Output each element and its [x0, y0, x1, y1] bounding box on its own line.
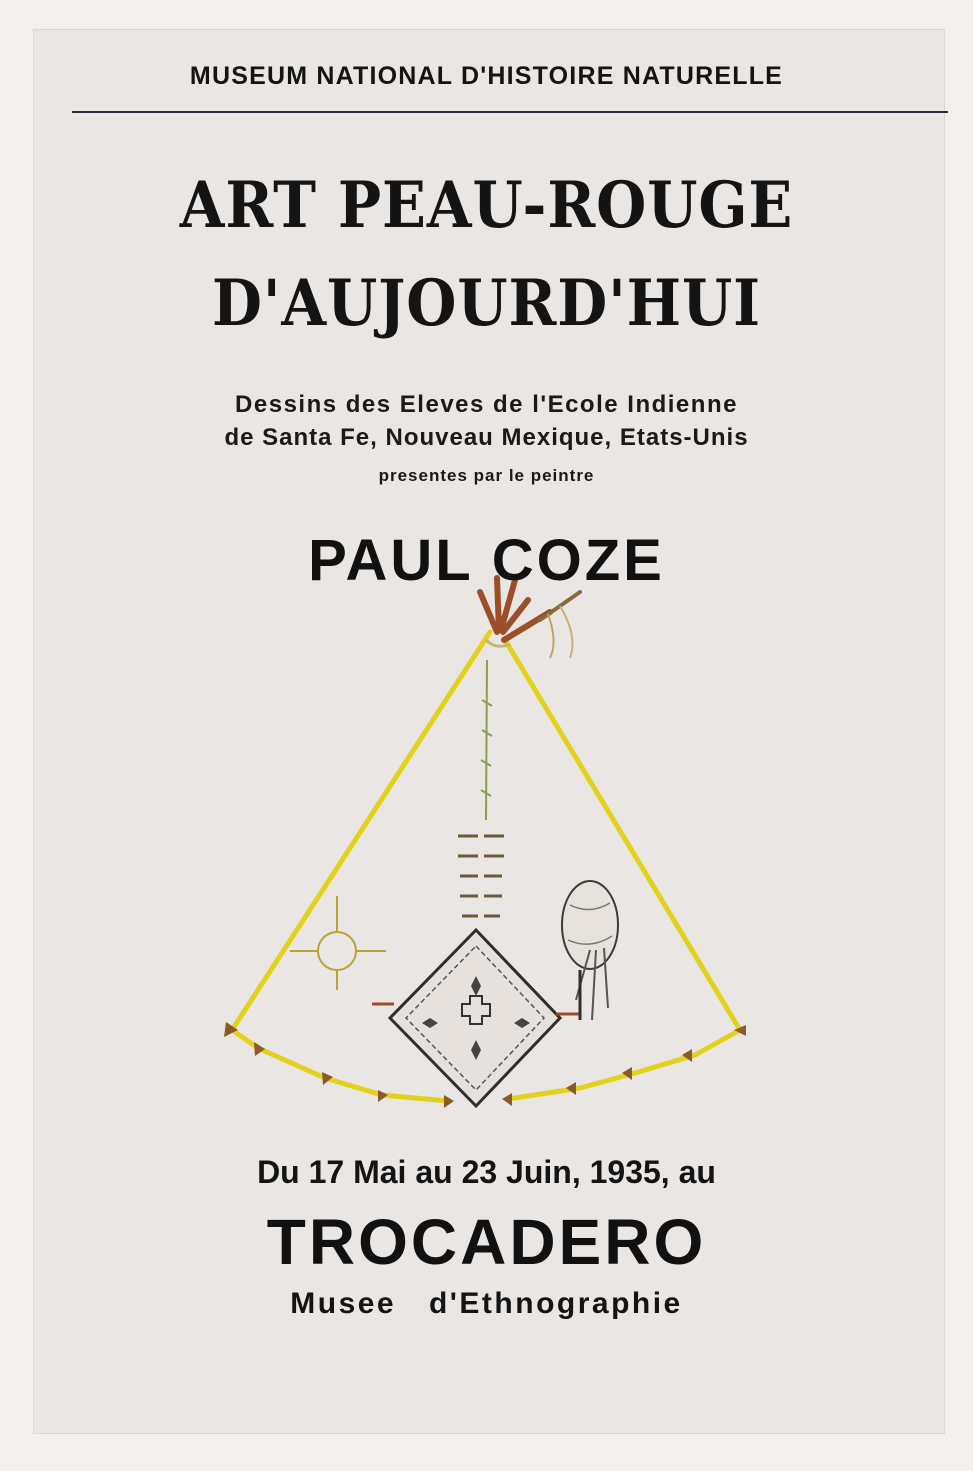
- presented-by-line: presentes par le peintre: [378, 466, 595, 485]
- lacing-pins: [481, 660, 492, 820]
- poster-title-line-2: D'AUJOURD'HUI: [212, 266, 761, 341]
- exhibition-dates: Du 17 Mai au 23 Juin, 1935, au: [257, 1154, 716, 1190]
- subtitle-line-2: de Santa Fe, Nouveau Mexique, Etats-Unis: [224, 424, 749, 451]
- diamond-panel: [372, 930, 580, 1106]
- subtitle-line-1: Dessins des Eleves de l'Ecole Indienne: [235, 391, 738, 418]
- sun-cross-icon: [290, 896, 386, 990]
- venue-name: TROCADERO: [266, 1206, 707, 1278]
- ladder-marks: [458, 836, 504, 916]
- shield-icon: [562, 881, 618, 1020]
- poster-title-line-1: ART PEAU-ROUGE: [179, 168, 794, 243]
- venue-subtitle: Musee d'Ethnographie: [290, 1287, 683, 1320]
- artist-name: PAUL COZE: [308, 528, 665, 593]
- institution-header: MUSEUM NATIONAL D'HISTOIRE NATURELLE: [189, 62, 784, 90]
